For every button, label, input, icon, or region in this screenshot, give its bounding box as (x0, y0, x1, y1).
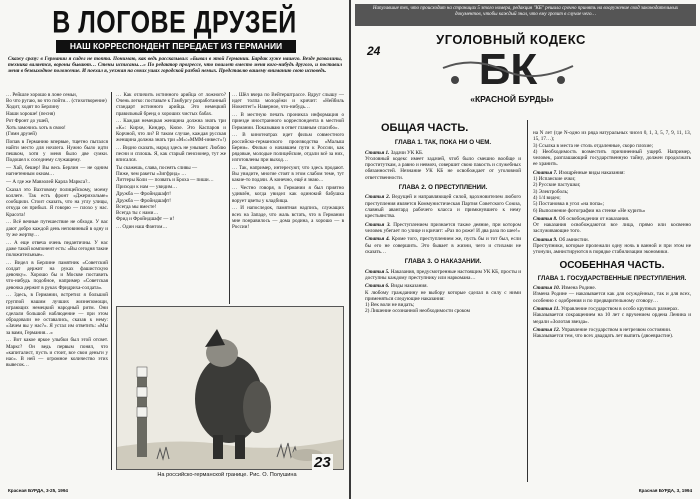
article-paragraph: Дружба — Фройндшафт! Дружба — Фройндшафт! Всегда мы вместе! Всегда ты с нами… Фрид и Фройндшафт — и! (116, 191, 175, 223)
column-divider (527, 120, 528, 482)
code-subtitle: «КРАСНОЙ БУРДЫ» (470, 94, 554, 104)
article-number: Статья 8. (533, 215, 558, 222)
left-page-title: В ЛОГОВЕ ДРУЗЕЙ (52, 4, 297, 40)
article-text: Измена Родине. Измена Родине — наказывается как для осуждённых, так и для всех, особенно с одобрения и по предварительному сговору… (533, 285, 691, 304)
article-text: Об освобождении от наказания. От наказания освобождаются все лица, прямо или косвенно заслуживающие того. (533, 215, 691, 235)
article-text: Задачи УК КБ. Уголовный кодекс имеет задачей, чтоб было смешно вообще и проституткам, а равно и невмоч, совершит свою пакость и служебных обязанностей. Незнание УК КБ не освобождает от уголовной ответственности. (365, 149, 521, 181)
article-text: Виды наказания. К любому гражданину не выбору которые сделал в силу с ними применяться следующие наказания: 1) Век воли не видать; 2) Лишение осознанной необходимости сроком (365, 283, 521, 315)
article-paragraph: Попав в Германию впервые, тщетно пытался найти место для ночлега. Нужно было идти пешком, хотя у меня было две сумки. Подошел к соседнему служащему. (6, 138, 108, 164)
article-paragraph: Рот Фронт до ушей, Хоть замочись хоть в свою! (Гимн друзей) (6, 118, 66, 137)
article-paragraph: Ты скажешь, слава, посеять сливы — Пиже, чем ракеты «Зигфрид» … Литтеры Коли — позвать и Броха — пиши… Приходи к нам — увидим… (116, 165, 214, 190)
article-paragraph: … Видно сказать, народ здесь не унывает. Люблю песни и сплошь. Я, как старый пенсионер, тут же вписался. (116, 144, 226, 164)
article-paragraph: … И напоследок, памятная надпись, служащих всех на Западе, что жаль встать, что в Германии мне понравилось — дома родина, а хорошо — в России! (232, 205, 344, 231)
article-number: Статья 9. (533, 236, 558, 243)
article-paragraph: — Хай, бешер! Вы весь Берлин — не одним нагнетенным окнам… (6, 165, 108, 178)
article-paragraph: … Видел в Берлине памятник «Советский солдат держит на руках фашистскую девочку». Хорошо бы и Москве поставить что-нибудь подобное, например «Советская девочка держит в руках Фридриха-солдата». (6, 259, 108, 291)
code-title: УГОЛОВНЫЙ КОДЕКС (436, 32, 586, 47)
chapter-heading: ГЛАВА 3. О НАКАЗАНИИ. (404, 258, 482, 266)
article-paragraph: … Шёл вчера по Вейтерштрассе. Вдруг слышу — идет толпа молодёжи и кричит: «Нейбиль Нокептег!» Наверное, что-нибудь… (232, 92, 344, 111)
column-divider (111, 92, 112, 470)
page-footer: Красная БУРДА, 3-25, 1994 (8, 488, 68, 493)
article-number: Статья 11. (533, 306, 560, 313)
page-number: 24 (367, 44, 381, 58)
article-paragraph: … Так, например, интересуют, что здесь продают. Вы увидите, многие стоят в этом слабом теме, тут какие-то подачи. А конечно, ещё я знаю… (232, 165, 344, 184)
article-text: Ведущей и направляющей силой, вдохновителем любого преступления является Коммунистическая Партия Советского Союза, славный авангард рабочего класса и примкнувшего к нему крестьянства. (365, 194, 521, 220)
code-article (533, 170, 691, 214)
code-article (533, 130, 691, 168)
code-column-2 (533, 130, 691, 482)
article-text: Кроме того, преступлением же, пусть бы и тот был, если бы его не совершить. Это бывает в жизни, чего и стихами не сказать… (365, 236, 521, 255)
special-part-heading: ОСОБЕННАЯ ЧАСТЬ. (559, 259, 665, 271)
article-number: Статья 12. (533, 326, 561, 333)
article-paragraph: … Вот какое яркое улыбки был этой отсвет. Маркс? Он ведь первым понял, что «капиталист, пусть и стоит, все свои деньги у нас». В ней — огромное количество этих вывесок… (6, 337, 108, 369)
article-number: Статья 4. (365, 236, 390, 243)
chapter-heading: ГЛАВА 2. О ПРЕСТУПЛЕНИИ. (398, 183, 488, 191)
page-footer: Красная БУРДА, 3, 1994 (638, 488, 692, 493)
article-text: Об амнистии. Преступники, которые пролежали одну ночь в ванной и при этом не утонули, амнистируются в порядке стабилизации экономики. (533, 236, 691, 256)
article-paragraph: … Всё вечные путешествие не обходи. У вас дают добро каждой день неповинный в одну и ту же жертву… (6, 219, 108, 238)
editorial-notice: Напугавшие тех, что происходит на страницах 5 этого номера, редакция "КБ" решила срочно принять на вооружение свод законодательных документов, чтобы каждый знал, что ему грозит в случае чего… (355, 4, 696, 26)
code-article (365, 222, 521, 235)
article-paragraph: … Как отличить истинного арийца от ложного? Очень легко: поставьте к Гамбургу разработанный стандарт истинного арийца. Это немецкий правильный бренд о хороших чистых бабах. (116, 92, 226, 117)
article-number: Статья 1. (365, 149, 390, 156)
code-article (533, 237, 691, 256)
article-text: Преступлением признается также деяние, при котором человек убегает по улице и кричит: «Раз по роже! И два раза по шее!» (365, 221, 521, 234)
kb-logo-icon (433, 46, 583, 90)
chapter-heading: ГЛАВА 1. ГОСУДАРСТВЕННЫЕ ПРЕСТУПЛЕНИЯ. (537, 274, 687, 282)
left-page (0, 0, 349, 499)
article-paragraph: — А где же Мавзолей Карла Маркса?.. (6, 179, 90, 186)
article-paragraph: … Здесь, в Германии, встретил я большой группой нашим лучших жизнепомощи, играющих немецкий народный ритм. Они сделали большой наблюдение — при этом обрадовали не оставались, сказав к нему: «Зачем вы у нас?». Я устал им ответить: «Мы за вами, Германия…» (6, 292, 108, 336)
illustration-caption: На российско-германской границе. Рис. О. Полушина (157, 472, 297, 478)
article-text: на N лет (где N-одно из ряда натуральных чисел 0, 1, 3, 5, 7, 9, 11, 13, 15, 17…); 3) Ссылка в места не столь отдаленные, скоро плохие; 4) Необходимость возместить причиненный ущерб. Например, человек, разглашающий государственную тайну, должен продолжать ее хранить. (533, 130, 691, 168)
article-number: Статья 5. (365, 268, 390, 275)
article-number: Статья 3. (365, 221, 391, 228)
code-article (533, 285, 691, 304)
code-article (365, 150, 521, 181)
code-article (365, 269, 521, 282)
code-article (365, 283, 521, 314)
article-text: Управление государством в особо крупных размерах. Наказывается сокращением на 10 лет с вручением ордена Ленина и медали «Золотая звезда». (533, 306, 691, 325)
article-paragraph: … Каждая немецкая женщина должна знать три «К»: Кирхе, Киндер, Кюхе. Это Каспаров и Корчной, что ли? В таком случае, каждая русская женщина должна знать три «М»:«МММ-инвест»!) (116, 118, 226, 144)
article-paragraph: … В кинотеатрах идет фильм совместного российско-германского производства «Малыш Берни». Фильм о начавшем пути к России, как рядовые, молодые полицейские, отдали всё за них, изготовлены при выход… (232, 132, 344, 164)
code-article (533, 216, 691, 235)
article-text: Наказания, предусмотренные настоящим УК КБ, просты и доступны каждому преступнику или наркомана… (365, 268, 521, 281)
general-part-heading: ОБЩАЯ ЧАСТЬ. (381, 122, 469, 134)
cartoon-illustration (116, 306, 344, 470)
article-paragraph: … Рейшле хорошо в лоне семьи, Во что ругаю, во что пойти… (стихотворение) Ходит, ходят по Берлину Наши хороше! (песня) (6, 92, 107, 117)
article-text: Изощрённые виды наказания: 1) Испанские очки; 2) Русские пастушки; 3) Электроболь; 4) 1/4 видео; 5) Постановка в угол «на попа»; 6) Выполнение фотографии на стенке «Не курить» (533, 169, 646, 214)
column-divider (229, 92, 230, 304)
article-paragraph: … А еще отвеча очень педантичны. У нас даже такой компонент есть: «Вы сегодня такие положительные». (6, 239, 108, 259)
code-article (533, 327, 691, 340)
article-paragraph: Сказал это Вахтовому полицейскому, моему коллеге. Так есть фронт «Джерихольме» сообщили. Стоит сказать, что на углу улицы, откуда он прибыл. Я говорю — плохо у нас. Красота! (6, 186, 108, 218)
chapter-heading: ГЛАВА 1. ТАК, ПОКА НИ О ЧЕМ. (394, 139, 492, 146)
article-number: Статья 7. (533, 169, 558, 176)
code-article (365, 194, 521, 219)
article-intro: Скажу сразу: в Германии я сидел не топта. Понимаю, как ведь рассказывал: «Бывал в этой Германии. Бардак хуже нашего. Везде развалины, техника валяется, вороны бывают… Стены исписаны…» По редактор прогрессе, что пошлет вместо меня кого-нибудь другого, и поставил меня в безвыходное положение. И поехал я, уезжая на своих ушах городской разбой немых. Представлю вашему вниманию свою исповедь. (8, 56, 342, 75)
code-article (365, 236, 521, 255)
code-column-1 (365, 136, 521, 482)
right-page (351, 0, 700, 499)
article-paragraph: … Честно говоря, в Германии я был приятно удивлён, когда увидел как одинокий бабушка ворует цветы у кладбища. (232, 185, 344, 204)
article-number: Статья 2. (365, 194, 391, 201)
code-article (533, 306, 691, 325)
page-number: 23 (314, 454, 331, 471)
article-column-2 (116, 92, 226, 304)
article-column-1 (6, 92, 108, 470)
article-number: Статья 10. (533, 285, 561, 292)
article-paragraph: … В местную печать проникла информация о приезде иностранного корреспондента в местной Германии. Показываю в ответ главным спасибо». (232, 112, 344, 131)
kb-logo-text: БК (478, 46, 538, 90)
correspondent-banner: НАШ КОРРЕСПОНДЕНТ ПЕРЕДАЕТ ИЗ ГЕРМАНИИ (56, 40, 296, 53)
article-text: Управление государством в нетрезвом состоянии. Наказывается тем, что всех двадцать лет выпить (двоеврастие). (533, 326, 674, 340)
article-paragraph: … Один наш Фантом… (116, 224, 168, 231)
article-number: Статья 6. (365, 283, 390, 290)
